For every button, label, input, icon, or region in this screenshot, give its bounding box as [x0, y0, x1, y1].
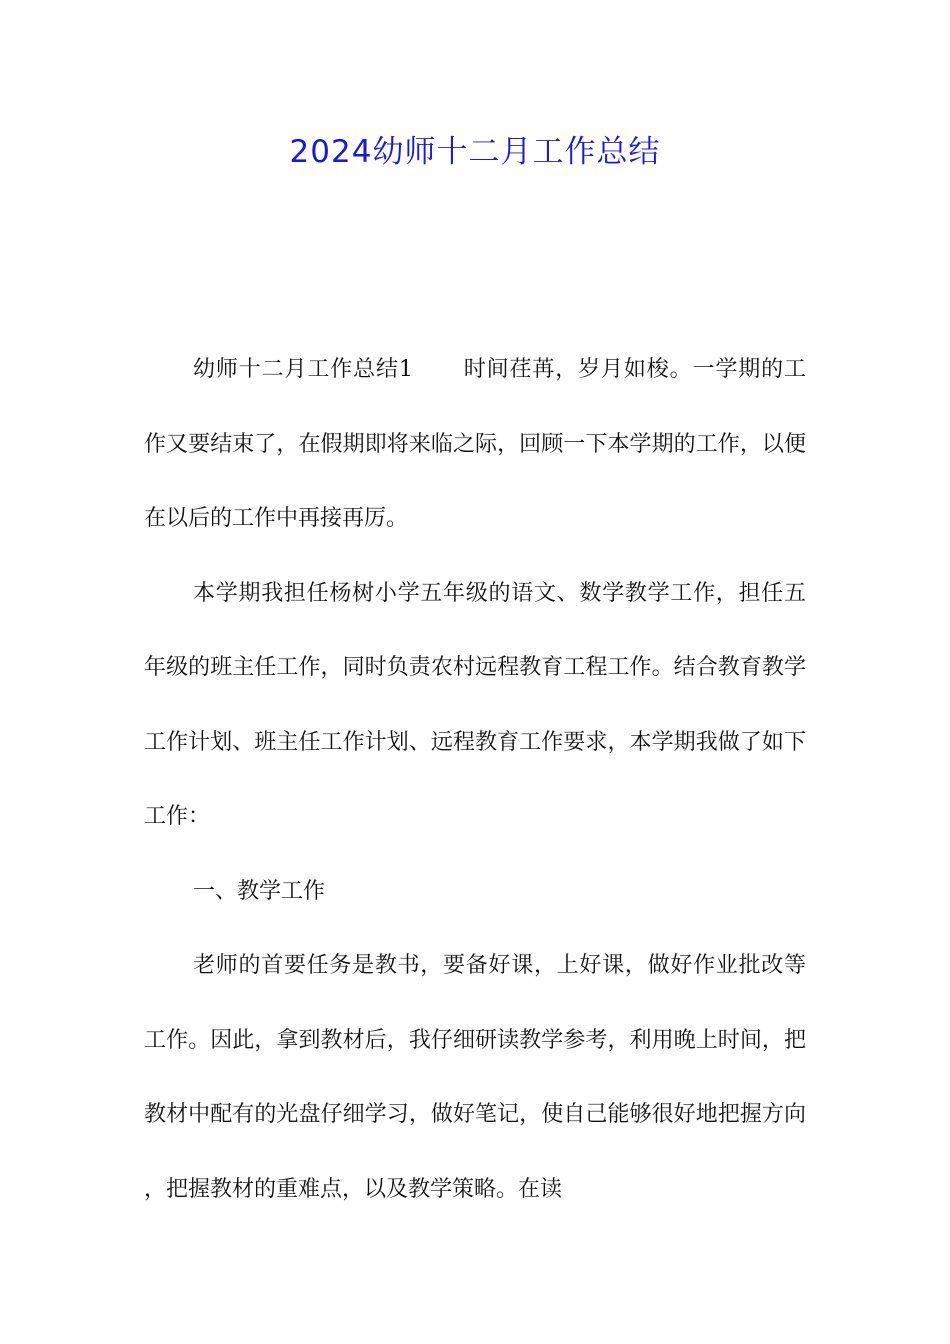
- paragraph-3: 老师的首要任务是教书，要备好课，上好课，做好作业批改等工作。因此，拿到教材后，我仔细研读教学参考，利用晚上时间，把教材中配有的光盘仔细学习，做好笔记，使自己能够很好地把握方向，把握教材的重难点，以及教学策略。在读: [144, 953, 806, 1202]
- paragraph-1-text: 时间荏苒，岁月如梭。一学期的工作又要结束了，在假期即将来临之际，回顾一下本学期的工作，以便在以后的工作中再接再厉。: [144, 357, 806, 531]
- paragraph-2: 本学期我担任杨树小学五年级的语文、数学教学工作，担任五年级的班主任工作，同时负责农村远程教育工程工作。结合教育教学工作计划、班主任工作计划、远程教育工作要求，本学期我做了如下工作：: [144, 580, 806, 829]
- document-title: 2024幼师十二月工作总结: [289, 134, 661, 170]
- document-body: [144, 333, 806, 1227]
- paragraph-1-heading: 幼师十二月工作总结1: [193, 357, 413, 382]
- section-heading-teaching: 一、教学工作: [193, 878, 326, 904]
- paragraph-1: [144, 333, 806, 557]
